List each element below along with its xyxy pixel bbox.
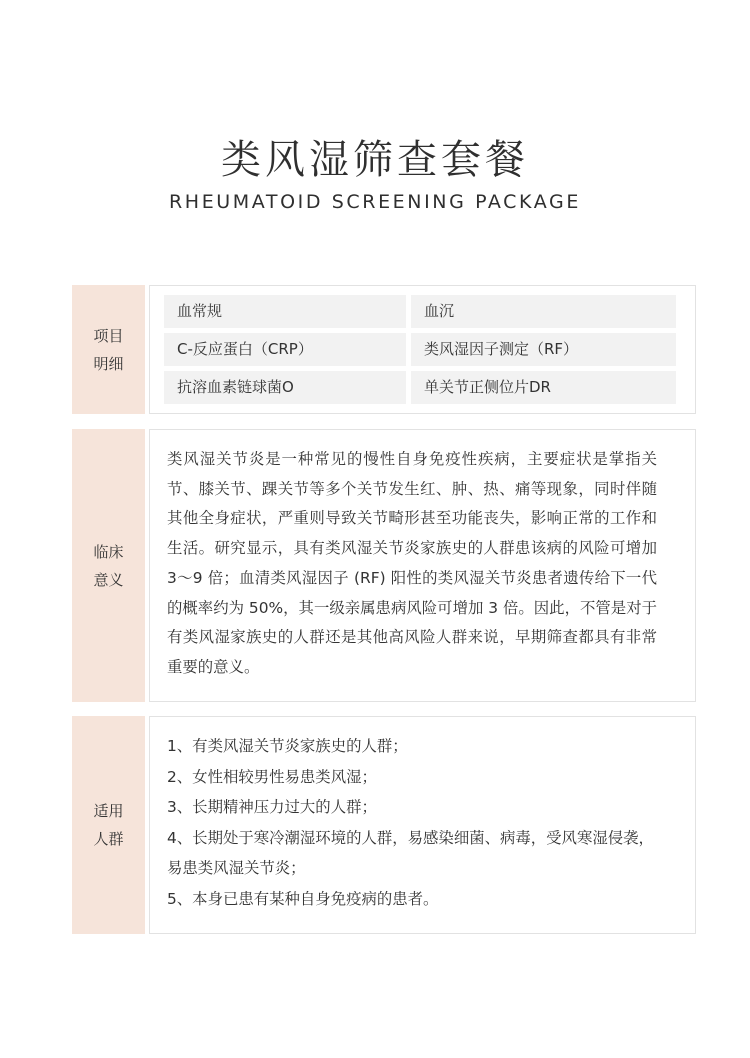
clinical-paragraph: 类风湿关节炎是一种常见的慢性自身免疫性疾病，主要症状是掌指关节、膝关节、踝关节等多个关节发生红、肿、热、痛等现象，同时伴随其他全身症状，严重则导致关节畸形甚至功能丧失，影响正常的工作和生活。研究显示，具有类风湿关节炎家族史的人群患该病的风险可增加 3～9 倍；血清类风湿因子 (RF) 阳性的类风湿关节炎患者遗传给下一代的概率约为 50%，其一级亲属患病风险可增加 3 倍。因此，不管是对于有类风湿家族史的人群还是其他高风险人群来说，早期筛查都具有非常重要的意义。 (167, 450, 657, 676)
items-label: 项目明细 (93, 326, 124, 373)
target-label-cell (72, 716, 145, 934)
list-item: 2、女性相较男性易患类风湿； (167, 767, 377, 786)
page-subtitle: RHEUMATOID SCREENING PACKAGE (169, 191, 581, 213)
target-section (72, 716, 696, 934)
target-list (167, 731, 662, 914)
items-grid (164, 295, 676, 404)
item-chip: C-反应蛋白（CRP） (164, 333, 406, 366)
items-section (72, 285, 696, 414)
clinical-label-cell (72, 429, 145, 702)
item-chip: 抗溶血素链球菌O (164, 371, 406, 404)
item-chip: 血沉 (411, 295, 676, 328)
items-content (149, 285, 696, 414)
list-item: 1、有类风湿关节炎家族史的人群； (167, 737, 408, 755)
list-item: 4、长期处于寒冷潮湿环境的人群，易感染细菌、病毒，受风寒湿侵袭，易患类风湿关节炎； (167, 828, 654, 877)
item-chip: 血常规 (164, 295, 406, 328)
clinical-content (149, 429, 696, 702)
list-item: 3、长期精神压力过大的人群； (167, 798, 377, 816)
items-label-cell (72, 285, 145, 414)
page-title: 类风湿筛查套餐 (221, 137, 529, 183)
target-label: 适用人群 (93, 802, 124, 848)
target-content (149, 716, 696, 934)
clinical-section (72, 429, 696, 702)
item-chip: 类风湿因子测定（RF） (411, 333, 676, 366)
clinical-label: 临床意义 (93, 542, 124, 589)
item-chip: 单关节正侧位片DR (411, 371, 676, 404)
list-item: 5、本身已患有某种自身免疫病的患者。 (167, 889, 439, 908)
